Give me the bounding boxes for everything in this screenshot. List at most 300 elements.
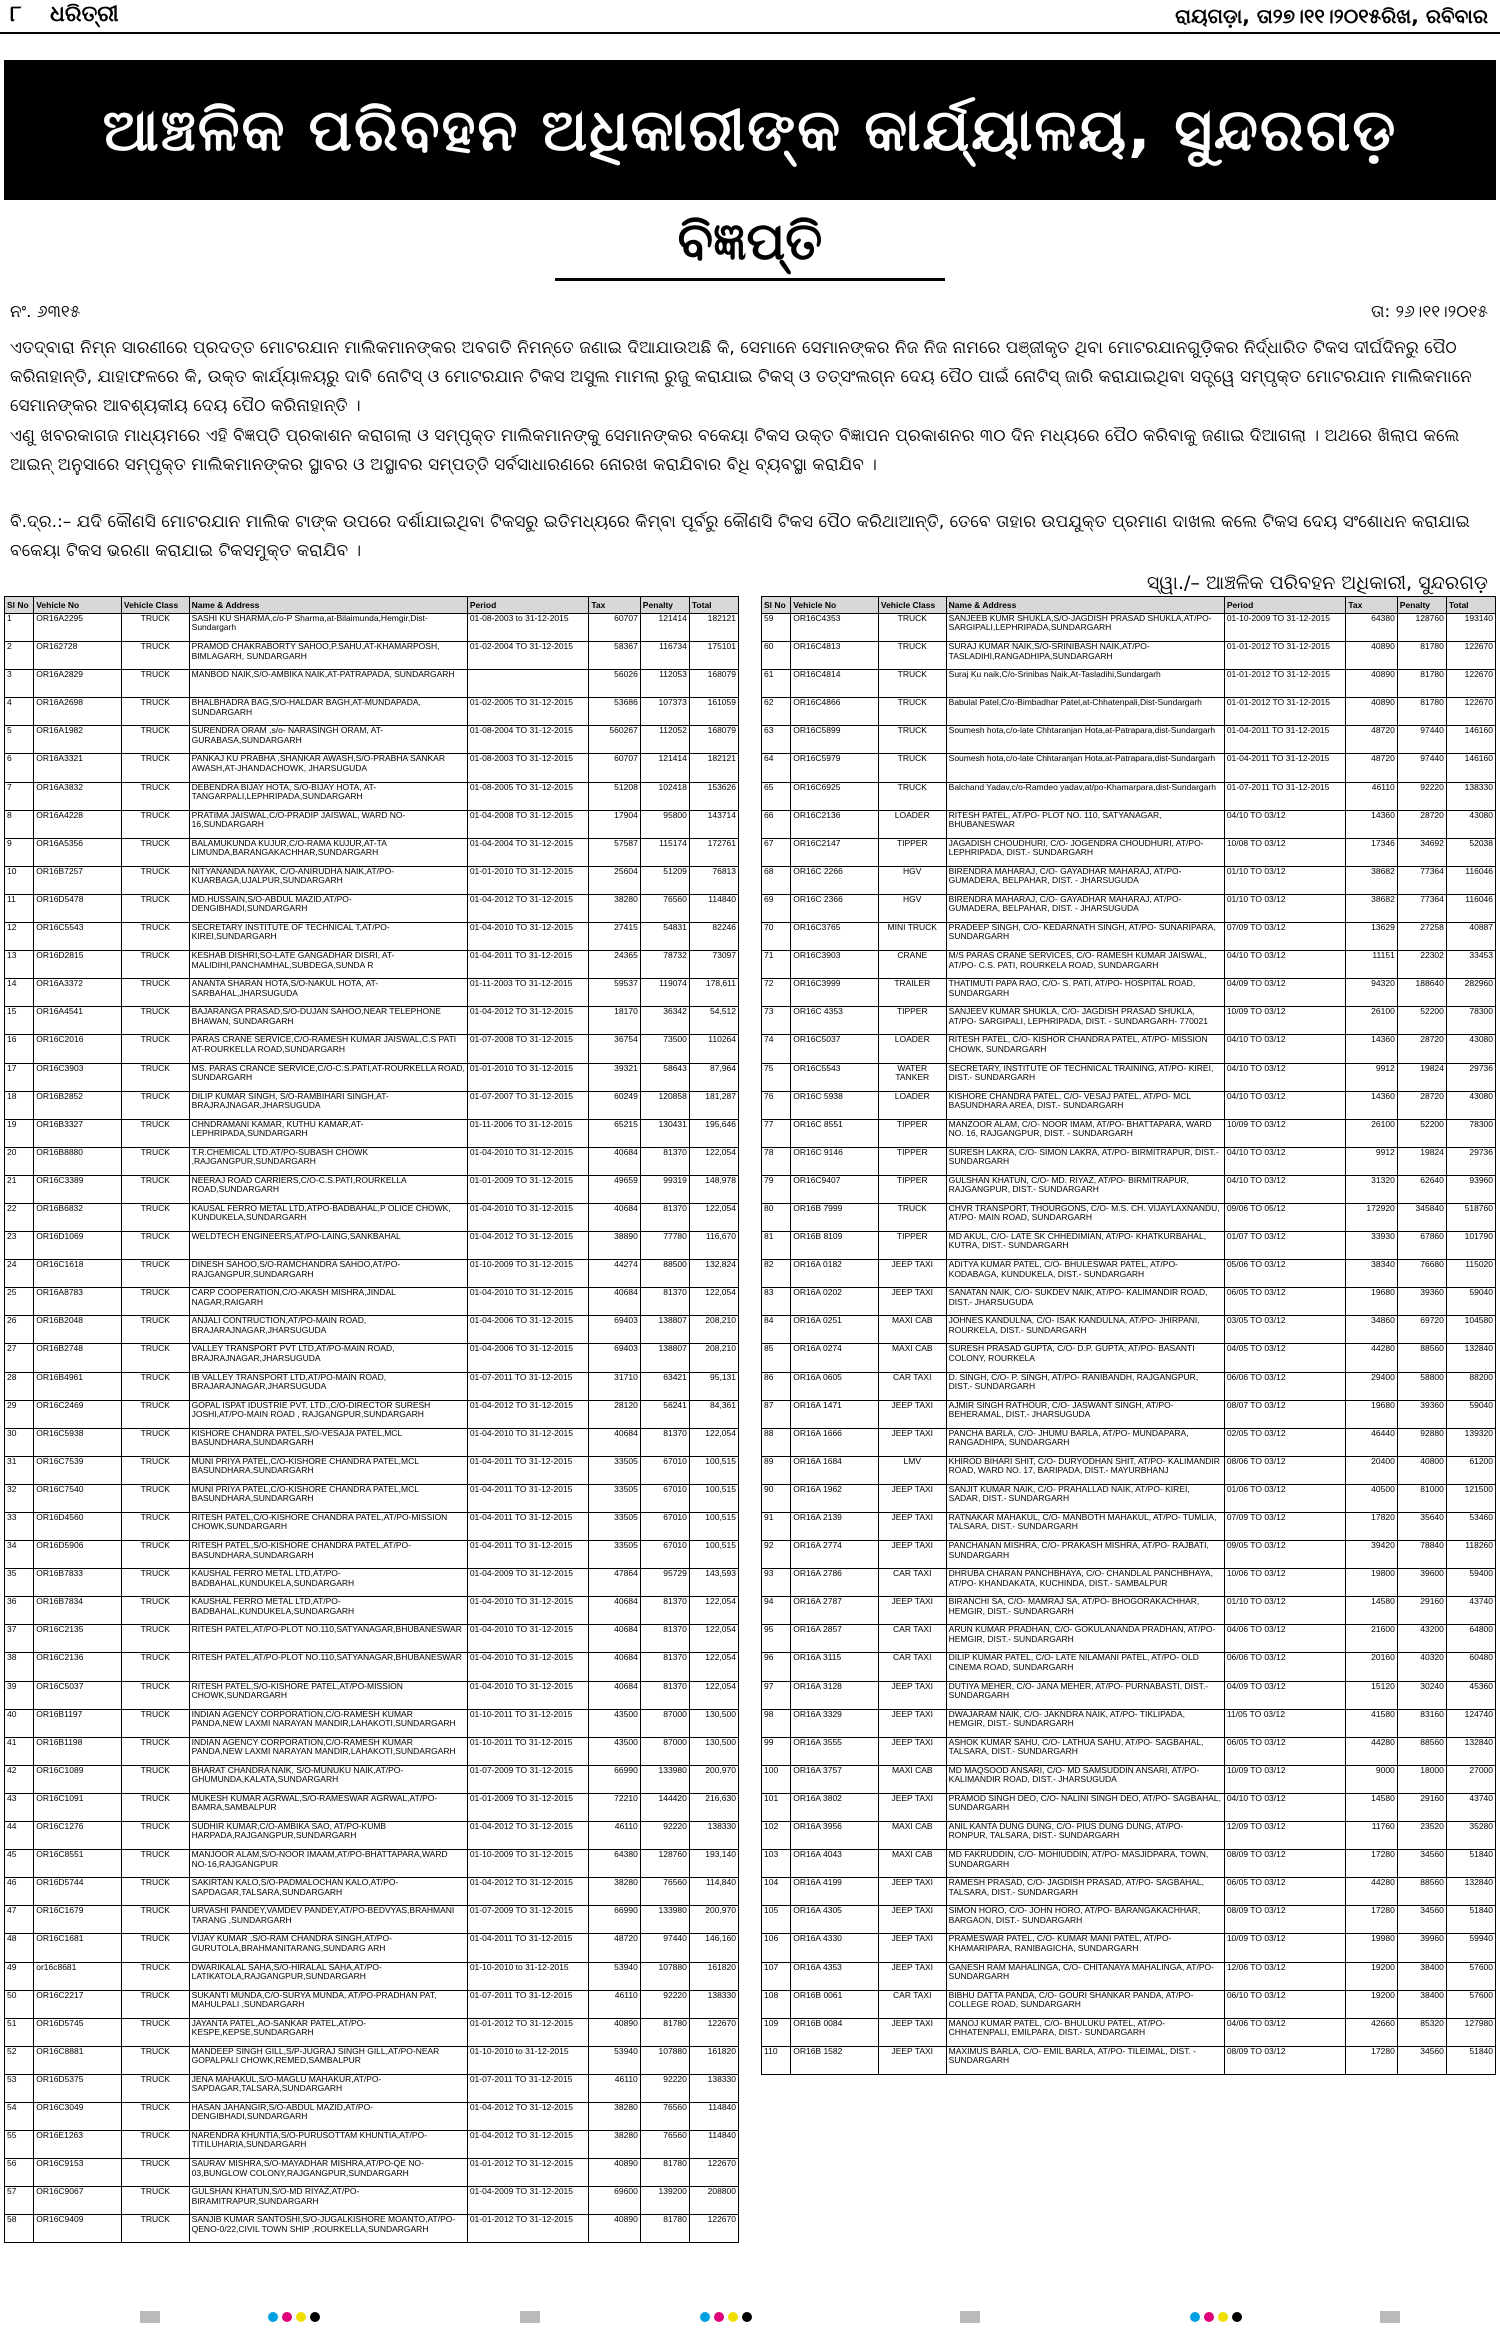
table-cell: 14 [5, 979, 34, 1007]
table-cell: OR16B3327 [34, 1119, 122, 1147]
table-cell: 518760 [1446, 1203, 1495, 1231]
table-row [5, 1316, 739, 1344]
table-cell: 91 [762, 1513, 791, 1541]
table-cell: 90 [762, 1484, 791, 1512]
table-cell: TRUCK [121, 1456, 189, 1484]
table-cell: 27 [5, 1344, 34, 1372]
table-cell: JEEP TAXI [878, 1513, 946, 1541]
table-cell: ADITYA KUMAR PATEL, C/O- BHULESWAR PATEL, AT/PO- KODABAGA, KUNDUKELA, DIST.- SUNDARGARH [946, 1260, 1224, 1288]
table-cell: 50 [5, 1990, 34, 2018]
table-cell: 43200 [1397, 1625, 1446, 1653]
table-cell: SANJIB KUMAR SANTOSHI,S/O-JUGALKISHORE MOANTO,AT/PO-QENO-0/22,CIVIL TOWN SHIP ,ROURKELLA,SUNDARGARH [189, 2215, 467, 2243]
table-cell: BIRANCHI SA, C/O- MAMRAJ SA, AT/PO- BHOGORAKACHHAR, HEMGIR, DIST.- SUNDARGARH [946, 1597, 1224, 1625]
table-cell: OR16D2815 [34, 951, 122, 979]
table-cell: 76560 [640, 894, 689, 922]
table-cell: RITESH PATEL, C/O- KISHOR CHANDRA PATEL, AT/PO- MISSION CHOWK, SUNDARGARH [946, 1035, 1224, 1063]
table-cell: MANOJ KUMAR PATEL, C/O- BHULUKU PATEL, AT/PO- CHHATENPALI, EMILPARA, DIST.- SUNDARGARH [946, 2018, 1224, 2046]
table-cell: TRUCK [121, 1513, 189, 1541]
table-cell: 08/09 TO 03/12 [1224, 1850, 1346, 1878]
table-row [762, 754, 1496, 782]
table-cell: LOADER [878, 810, 946, 838]
table-cell: 14360 [1346, 1091, 1397, 1119]
table-cell: OR16C2016 [34, 1035, 122, 1063]
table-cell: MUNI PRIYA PATEL,C/O-KISHORE CHANDRA PATEL,MCL BASUNDHARA,SUNDARGARH [189, 1484, 467, 1512]
table-row [5, 1850, 739, 1878]
table-cell: 34560 [1397, 2046, 1446, 2074]
table-cell: BAJARANGA PRASAD,S/O-DUJAN SAHOO,NEAR TELEPHONE BHAWAN, SUNDARGARH [189, 1007, 467, 1035]
table-cell: 73500 [640, 1035, 689, 1063]
table-cell: OR16B8880 [34, 1147, 122, 1175]
table-cell: OR16B7834 [34, 1597, 122, 1625]
table-cell: 57587 [589, 838, 640, 866]
table-cell: 148,978 [689, 1175, 738, 1203]
table-cell: TIPPER [878, 1119, 946, 1147]
table-cell: DUTIYA MEHER, C/O- JANA MEHER, AT/PO- PURNABASTI, DIST.- SUNDARGARH [946, 1681, 1224, 1709]
table-cell: 143,593 [689, 1569, 738, 1597]
table-row [5, 1344, 739, 1372]
table-cell: 193,140 [689, 1850, 738, 1878]
table-cell: 31320 [1346, 1175, 1397, 1203]
table-cell: RITESH PATEL,AT/PO-PLOT NO.110,SATYANAGAR,BHUBANESWAR [189, 1625, 467, 1653]
table-cell: 100 [762, 1765, 791, 1793]
table-cell: 17280 [1346, 2046, 1397, 2074]
table-cell: 04/10 TO 03/12 [1224, 1793, 1346, 1821]
table-cell: 96 [762, 1653, 791, 1681]
table-cell: TRUCK [121, 698, 189, 726]
table-row [5, 1007, 739, 1035]
cyan-dot [700, 2312, 710, 2322]
table-row [762, 1456, 1496, 1484]
table-cell: 04/09 TO 03/12 [1224, 1681, 1346, 1709]
table-row [762, 1119, 1496, 1147]
table-cell: 128760 [640, 1850, 689, 1878]
table-cell: Soumesh hota,c/o-late Chhtaranjan Hota,at-Patrapara,dist-Sundargarh [946, 754, 1224, 782]
table-cell: 75 [762, 1063, 791, 1091]
table-cell: 19200 [1346, 1962, 1397, 1990]
table-cell: 42 [5, 1765, 34, 1793]
table-cell: PANCHANAN MISHRA, C/O- PRAKASH MISHRA, AT/PO- RAJBATI, SUNDARGARH [946, 1541, 1224, 1569]
table-cell: OR162728 [34, 642, 122, 670]
table-cell: OR16A 2139 [791, 1513, 879, 1541]
table-cell: 40890 [589, 2159, 640, 2187]
table-cell: TRUCK [121, 1765, 189, 1793]
table-cell: 139200 [640, 2187, 689, 2215]
table-cell: 01-07-2009 TO 31-12-2015 [467, 1765, 589, 1793]
table-cell: OR16C4814 [791, 670, 879, 698]
table-cell: 83160 [1397, 1709, 1446, 1737]
table-cell: TRUCK [121, 670, 189, 698]
table-cell: OR16B7257 [34, 866, 122, 894]
table-cell: 109 [762, 2018, 791, 2046]
table-cell: 67010 [640, 1541, 689, 1569]
table-cell: 39 [5, 1681, 34, 1709]
table-cell: 01-01-2012 TO 31-12-2015 [1224, 698, 1346, 726]
table-cell: 65 [762, 782, 791, 810]
table-cell: MUKESH KUMAR AGRWAL,S/O-RAMESWAR AGRWAL,AT/PO-BAMRA,SAMBALPUR [189, 1793, 467, 1821]
table-cell: 35 [5, 1569, 34, 1597]
table-cell: 81780 [640, 2159, 689, 2187]
table-cell: 87 [762, 1400, 791, 1428]
table-cell: 01-04-2006 TO 31-12-2015 [467, 1316, 589, 1344]
table-cell: TRUCK [121, 923, 189, 951]
table-cell: 76813 [689, 866, 738, 894]
table-cell: 40684 [589, 1147, 640, 1175]
table-cell: 76560 [640, 2102, 689, 2130]
table-cell: 81 [762, 1232, 791, 1260]
table-cell: 43500 [589, 1737, 640, 1765]
table-cell: 33505 [589, 1513, 640, 1541]
table-cell: BHALBHADRA BAG,S/O-HALDAR BAGH,AT-MUNDAPADA, SUNDARGARH [189, 698, 467, 726]
table-cell: OR16E1263 [34, 2131, 122, 2159]
table-cell: 107373 [640, 698, 689, 726]
table-cell: PANKAJ KU PRABHA ,SHANKAR AWASH,S/O-PRABHA SANKAR AWASH,AT-JHANDACHOWK, JHARSUGUDA [189, 754, 467, 782]
table-cell: OR16B1197 [34, 1709, 122, 1737]
table-cell: LMV [878, 1456, 946, 1484]
table-cell: ARUN KUMAR PRADHAN, C/O- GOKULANANDA PRADHAN, AT/PO- HEMGIR, DIST.- SUNDARGARH [946, 1625, 1224, 1653]
table-cell: TRUCK [121, 1653, 189, 1681]
table-cell: 07/09 TO 03/12 [1224, 1513, 1346, 1541]
table-row [762, 1653, 1496, 1681]
table-cell: 93960 [1446, 1175, 1495, 1203]
table-cell: 38682 [1346, 866, 1397, 894]
table-cell: OR16B2048 [34, 1316, 122, 1344]
table-cell: JEEP TAXI [878, 1793, 946, 1821]
table-cell: OR16C9067 [34, 2187, 122, 2215]
table-cell: KAUSHAL FERRO METAL LTD,AT/PO-BADBAHAL,KUNDUKELA,SUNDARGARH [189, 1569, 467, 1597]
table-row [762, 1878, 1496, 1906]
table-cell: 81370 [640, 1625, 689, 1653]
table-cell: 102418 [640, 782, 689, 810]
table-cell: 43080 [1446, 810, 1495, 838]
table-cell: 101790 [1446, 1232, 1495, 1260]
table-cell: SURENDRA ORAM ,s/o- NARASINGH ORAM, AT-GURABASA,SUNDARGARH [189, 726, 467, 754]
table-row [5, 782, 739, 810]
table-cell: 15120 [1346, 1681, 1397, 1709]
table-cell: 30240 [1397, 1681, 1446, 1709]
table-cell: OR16B 8109 [791, 1232, 879, 1260]
table-row [5, 1681, 739, 1709]
table-cell: 41580 [1346, 1709, 1397, 1737]
table-cell: 34560 [1397, 1850, 1446, 1878]
table-cell: 181,287 [689, 1091, 738, 1119]
table-cell: 28 [5, 1372, 34, 1400]
table-cell: 97 [762, 1681, 791, 1709]
black-dot [310, 2312, 320, 2322]
table-cell: 48720 [1346, 726, 1397, 754]
table-row [762, 1569, 1496, 1597]
table-cell: 40684 [589, 1428, 640, 1456]
table-row [5, 2131, 739, 2159]
table-cell: 153626 [689, 782, 738, 810]
table-cell: OR16B 0084 [791, 2018, 879, 2046]
table-cell: 73 [762, 1007, 791, 1035]
table-cell: SIMON HORO, C/O- JOHN HORO, AT/PO- BARANGAKACHHAR, BARGAON, DIST.- SUNDARGARH [946, 1906, 1224, 1934]
table-cell: JEEP TAXI [878, 1597, 946, 1625]
table-cell: 01-04-2009 TO 31-12-2015 [467, 2187, 589, 2215]
table-cell: OR16B2852 [34, 1091, 122, 1119]
table-cell: 81000 [1397, 1484, 1446, 1512]
table-cell: TRUCK [121, 1063, 189, 1091]
table-cell: 52 [5, 2046, 34, 2074]
table-cell: TRUCK [121, 2018, 189, 2046]
table-cell: 38682 [1346, 894, 1397, 922]
table-cell: 46 [5, 1878, 34, 1906]
table-cell: 39600 [1397, 1569, 1446, 1597]
table-cell: RITESH PATEL,AT/PO-PLOT NO.110,SATYANAGAR,BHUBANESWAR [189, 1653, 467, 1681]
table-cell: OR16C2135 [34, 1625, 122, 1653]
table-cell: 29736 [1446, 1147, 1495, 1175]
table-cell: 01-10-2009 TO 31-12-2015 [1224, 614, 1346, 642]
table-cell: 122670 [689, 2215, 738, 2243]
table-cell: TRUCK [121, 1541, 189, 1569]
table-cell: 132840 [1446, 1737, 1495, 1765]
table-cell: 01-01-2012 TO 31-12-2015 [467, 2159, 589, 2187]
table-cell: 01-04-2011 TO 31-12-2015 [467, 1513, 589, 1541]
table-cell: TRUCK [121, 754, 189, 782]
table-cell: 14360 [1346, 810, 1397, 838]
table-cell: TRUCK [121, 1822, 189, 1850]
table-cell: 182121 [689, 614, 738, 642]
table-cell: OR16C2469 [34, 1400, 122, 1428]
table-cell: 59400 [1446, 1569, 1495, 1597]
table-cell: 175101 [689, 642, 738, 670]
table-row [762, 1372, 1496, 1400]
table-cell: 138807 [640, 1316, 689, 1344]
masthead-strip [0, 0, 1500, 34]
table-row [5, 1063, 739, 1091]
table-cell: 01-08-2005 TO 31-12-2015 [467, 782, 589, 810]
table-cell: 67010 [640, 1456, 689, 1484]
table-cell: TRUCK [121, 1597, 189, 1625]
table-cell: 188640 [1397, 979, 1446, 1007]
table-cell: KAUSHAL FERRO METAL LTD,AT/PO-BADBAHAL,KUNDUKELA,SUNDARGARH [189, 1597, 467, 1625]
table-cell: TRUCK [878, 754, 946, 782]
table-cell: 01-08-2003 to 31-12-2015 [467, 614, 589, 642]
table-cell: TRUCK [121, 1316, 189, 1344]
table-cell: 17904 [589, 810, 640, 838]
table-cell: 01/10 TO 03/12 [1224, 1597, 1346, 1625]
table-cell: 53460 [1446, 1513, 1495, 1541]
table-cell: 42660 [1346, 2018, 1397, 2046]
table-row [762, 1400, 1496, 1428]
table-row [762, 1232, 1496, 1260]
table-cell: 3 [5, 670, 34, 698]
table-row [5, 1372, 739, 1400]
table-cell: 01-04-2010 TO 31-12-2015 [467, 1625, 589, 1653]
table-cell: 17346 [1346, 838, 1397, 866]
table-cell: 03/05 TO 03/12 [1224, 1316, 1346, 1344]
table-cell: 20 [5, 1147, 34, 1175]
table-cell: 39360 [1397, 1288, 1446, 1316]
table-cell: 130431 [640, 1119, 689, 1147]
table-cell: 40320 [1397, 1653, 1446, 1681]
table-row [762, 1175, 1496, 1203]
table-row [5, 726, 739, 754]
table-cell: 38400 [1397, 1990, 1446, 2018]
table-cell: 10/09 TO 03/12 [1224, 1119, 1346, 1147]
table-cell: ANIL KANTA DUNG DUNG, C/O- PIUS DUNG DUNG, AT/PO- RONPUR, TALSARA, DIST.- SUNDARGARH [946, 1822, 1224, 1850]
table-cell: 11760 [1346, 1822, 1397, 1850]
table-cell: TRUCK [121, 1288, 189, 1316]
table-cell: RITESH PATEL,S/O-KISHORE PATEL,AT/PO-MISSION CHOWK,SUNDARGARH [189, 1681, 467, 1709]
table-cell: TRUCK [121, 1400, 189, 1428]
table-cell: ANANTA SHARAN HOTA,S/O-NAKUL HOTA, AT-SARBAHAL,JHARSUGUDA [189, 979, 467, 1007]
table-row [5, 1737, 739, 1765]
table-cell: OR16C9409 [34, 2215, 122, 2243]
table-cell: TRUCK [121, 1681, 189, 1709]
table-cell: TRUCK [121, 1428, 189, 1456]
table-cell: 81370 [640, 1288, 689, 1316]
table-cell: KISHORE CHANDRA PATEL,S/O-VESAJA PATEL,MCL BASUNDHARA,SUNDARGARH [189, 1428, 467, 1456]
reference-number: ନଂ. ୬୩୧୫ [10, 302, 81, 322]
table-cell: 10/08 TO 03/12 [1224, 838, 1346, 866]
table-cell: 39960 [1397, 1934, 1446, 1962]
table-cell: 130,500 [689, 1737, 738, 1765]
table-row [5, 670, 739, 698]
table-row [5, 866, 739, 894]
table-cell: OR16B7833 [34, 1569, 122, 1597]
table-cell: 122670 [689, 2159, 738, 2187]
table-cell: KESHAB DISHRI,SO-LATE GANGADHAR DISRI, AT-MALIDIHI,PANCHAMHAL,SUBDEGA,SUNDA R [189, 951, 467, 979]
table-cell: 100,515 [689, 1513, 738, 1541]
table-cell: OR16B2748 [34, 1344, 122, 1372]
table-cell: 8 [5, 810, 34, 838]
table-cell: 54831 [640, 923, 689, 951]
table-cell: TRUCK [121, 1484, 189, 1512]
table-cell: GULSHAN KHATUN,S/O-MD RIYAZ,AT/PO-BIRAMITRAPUR,SUNDARGARH [189, 2187, 467, 2215]
table-row [5, 1822, 739, 1850]
table-row [762, 894, 1496, 922]
table-cell: 143714 [689, 810, 738, 838]
table-cell: 04/06 TO 03/12 [1224, 1625, 1346, 1653]
table-cell: 64380 [589, 1850, 640, 1878]
table-cell: 168079 [689, 670, 738, 698]
table-cell: 27258 [1397, 923, 1446, 951]
table-cell: 66 [762, 810, 791, 838]
table-cell: 89 [762, 1456, 791, 1484]
defaulters-table-right [761, 596, 1496, 2075]
table-cell: GANESH RAM MAHALINGA, C/O- CHITANAYA MAHALINGA, AT/PO- SUNDARGARH [946, 1962, 1224, 1990]
table-cell: Babulal Patel,C/o-Bimbadhar Patel,at-Chhatenpali,Dist-Sundargarh [946, 698, 1224, 726]
table-cell: 47 [5, 1906, 34, 1934]
table-cell: JEEP TAXI [878, 2046, 946, 2074]
table-cell: 97440 [640, 1934, 689, 1962]
table-cell: SUKANTI MUNDA,C/O-SURYA MUNDA, AT/PO-PRADHAN PAT, MAHULPALI ,SUNDARGARH [189, 1990, 467, 2018]
table-cell: TRUCK [121, 1569, 189, 1597]
table-cell: 60707 [589, 614, 640, 642]
table-cell: TRUCK [121, 1035, 189, 1063]
table-cell: OR16C7540 [34, 1484, 122, 1512]
table-cell: 39321 [589, 1063, 640, 1091]
column-header: Penalty [640, 597, 689, 614]
table-cell: 26100 [1346, 1007, 1397, 1035]
table-row [762, 1709, 1496, 1737]
table-cell: 38280 [589, 2102, 640, 2130]
table-cell: 43500 [589, 1709, 640, 1737]
table-cell: 06/10 TO 03/12 [1224, 1990, 1346, 2018]
table-cell: 01-07-2011 TO 31-12-2015 [1224, 782, 1346, 810]
table-cell: OR16A 3555 [791, 1737, 879, 1765]
table-cell: TRUCK [121, 951, 189, 979]
table-cell: 01-04-2010 TO 31-12-2015 [467, 1597, 589, 1625]
table-cell: 9 [5, 838, 34, 866]
table-cell: PARAS CRANE SERVICE,C/O-RAMESH KUMAR JAISWAL,C.S PATI AT-ROURKELLA ROAD,SUNDARGARH [189, 1035, 467, 1063]
table-cell: SAURAV MISHRA,S/O-MAYADHAR MISHRA,AT/PO-QE NO-03,BUNGLOW COLONY,RAJGANGPUR,SUNDARGARH [189, 2159, 467, 2187]
table-row [5, 810, 739, 838]
table-cell: 01-02-2004 TO 31-12-2015 [467, 642, 589, 670]
table-cell: OR16A3832 [34, 782, 122, 810]
table-cell: 133980 [640, 1906, 689, 1934]
table-row [5, 1709, 739, 1737]
table-cell: 68 [762, 866, 791, 894]
table-cell: 05/06 TO 03/12 [1224, 1260, 1346, 1288]
table-row [762, 1793, 1496, 1821]
table-cell: 01-04-2012 TO 31-12-2015 [467, 1007, 589, 1035]
table-row [5, 894, 739, 922]
table-cell: TRUCK [121, 2102, 189, 2130]
table-cell: 04/05 TO 03/12 [1224, 1344, 1346, 1372]
table-cell: 86 [762, 1372, 791, 1400]
table-row [762, 1035, 1496, 1063]
table-cell: 110 [762, 2046, 791, 2074]
table-cell: 01-01-2012 TO 31-12-2015 [467, 2215, 589, 2243]
table-cell: OR16C4353 [791, 614, 879, 642]
table-cell: 99319 [640, 1175, 689, 1203]
table-cell: 138330 [1446, 782, 1495, 810]
table-cell: OR16B6832 [34, 1203, 122, 1231]
table-cell: OR16A 0251 [791, 1316, 879, 1344]
table-cell: 17820 [1346, 1513, 1397, 1541]
table-cell: TRUCK [121, 1962, 189, 1990]
table-cell: 127980 [1446, 2018, 1495, 2046]
registration-bar [140, 2311, 160, 2323]
table-cell: 70 [762, 923, 791, 951]
table-cell: TRUCK [121, 1232, 189, 1260]
table-cell: CARP COOPERATION,C/O-AKASH MISHRA,JINDAL NAGAR,RAIGARH [189, 1288, 467, 1316]
table-cell: 122,054 [689, 1653, 738, 1681]
table-cell: OR16C4813 [791, 642, 879, 670]
table-cell: 01-01-2010 TO 31-12-2015 [467, 1063, 589, 1091]
table-cell: 110264 [689, 1035, 738, 1063]
table-cell: OR16A 4305 [791, 1906, 879, 1934]
table-cell: 146160 [1446, 754, 1495, 782]
table-cell: TRUCK [121, 614, 189, 642]
table-cell: 01-08-2003 TO 31-12-2015 [467, 754, 589, 782]
table-row [762, 726, 1496, 754]
table-cell: SASHI KU SHARMA,c/o-P Sharma,at-Bilaimunda,Hemgir,Dist-Sundargarh [189, 614, 467, 642]
table-cell: OR16C3999 [791, 979, 879, 1007]
table-cell: 01-04-2011 TO 31-12-2015 [467, 1484, 589, 1512]
table-cell: TRUCK [121, 642, 189, 670]
table-cell: TRUCK [878, 1203, 946, 1231]
table-cell: 85320 [1397, 2018, 1446, 2046]
table-row [5, 2215, 739, 2243]
table-cell: 28720 [1397, 810, 1446, 838]
black-dot [742, 2312, 752, 2322]
table-cell: TRUCK [121, 1625, 189, 1653]
table-cell: 40800 [1397, 1456, 1446, 1484]
column-header: Name & Address [946, 597, 1224, 614]
table-cell: TRUCK [121, 894, 189, 922]
table-cell: 73097 [689, 951, 738, 979]
table-cell: 69600 [589, 2187, 640, 2215]
table-cell: 20160 [1346, 1653, 1397, 1681]
table-cell: T.R.CHEMICAL LTD.AT/PO-SUBASH CHOWK ,RAJGANGPUR,SUNDARGARH [189, 1147, 467, 1175]
table-cell: NARENDRA KHUNTIA,S/O-PURUSOTTAM KHUNTIA,AT/PO-TITILUHARIA,SUNDARGARH [189, 2131, 467, 2159]
table-cell: 28720 [1397, 1091, 1446, 1119]
table-cell: 132840 [1446, 1878, 1495, 1906]
table-cell: 76 [762, 1091, 791, 1119]
